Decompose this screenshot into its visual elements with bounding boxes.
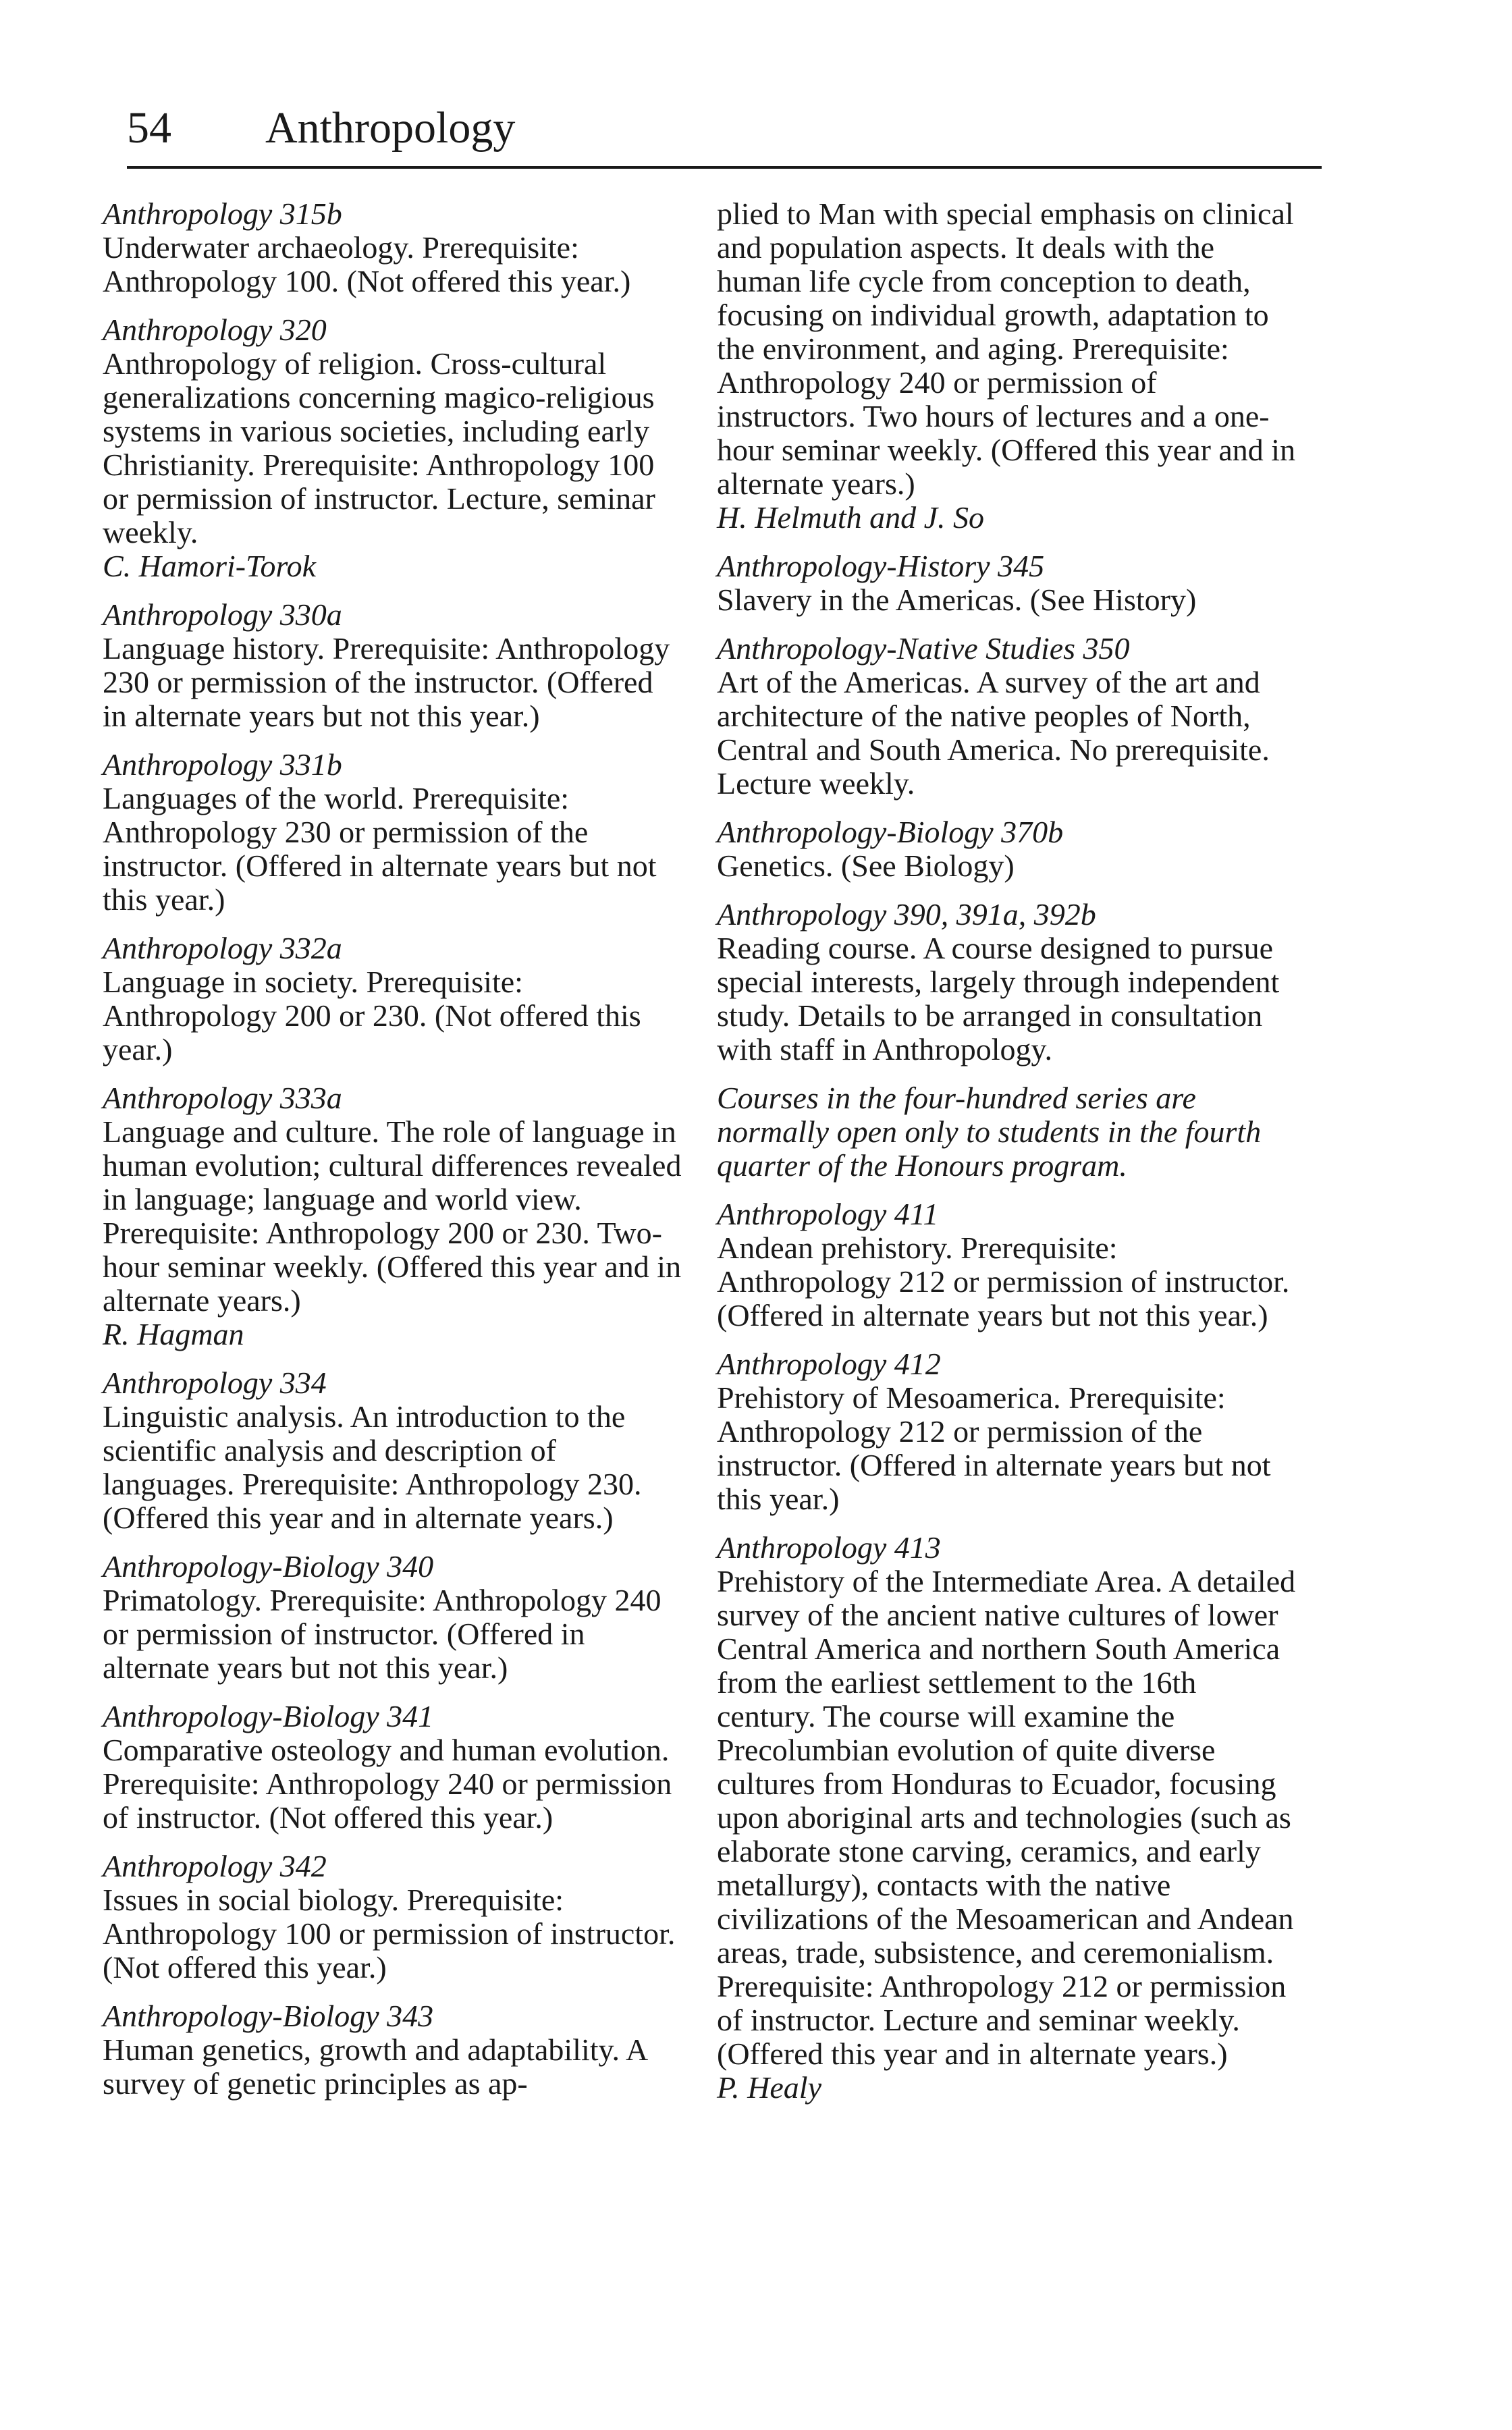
course-title: Anthropology 390, 391a, 392b — [717, 897, 1096, 932]
course-description: Human genetics, growth and adaptability. A survey of genetic principles as ap- — [103, 2032, 647, 2101]
course-entry — [103, 1550, 683, 1685]
course-description: plied to Man with special emphasis on clinical and population aspects. It deals with the human life cycle from conception to death, focusing on individual growth, adaptation to the environment, and aging. Prerequisite: Anthropology 240 or permission of instructors. Two hours of lectures and a one-hour seminar weekly. (Offered this year and in alternate years.) — [717, 196, 1296, 501]
left-column — [103, 197, 683, 2115]
course-entry — [717, 549, 1297, 617]
course-title: Anthropology 331b — [103, 747, 342, 782]
course-description: Andean prehistory. Prerequisite: Anthropology 212 or permission of instructor. (Offered in alternate years but not this year.) — [717, 1231, 1290, 1332]
course-title: Anthropology 330a — [103, 597, 342, 632]
page-title: Anthropology — [265, 103, 516, 153]
course-entry — [717, 1531, 1297, 2105]
course-description: Underwater archaeology. Prerequisite: Anthropology 100. (Not offered this year.) — [103, 230, 631, 298]
honours-note: Courses in the four-hundred series are normally open only to students in the fourth quarter of the Honours program. — [717, 1081, 1262, 1183]
course-entry — [103, 1700, 683, 1835]
course-entry — [717, 1347, 1297, 1516]
course-entry — [103, 932, 683, 1066]
course-description: Language and culture. The role of language in human evolution; cultural differences revealed in language; language and world view. Prerequisite: Anthropology 200 or 230. Two-hour seminar weekly. (Offered this year and in alternate years.) — [103, 1114, 682, 1318]
course-title: Anthropology 332a — [103, 931, 342, 965]
course-entry — [103, 1850, 683, 1985]
course-description: Languages of the world. Prerequisite: Anthropology 230 or permission of the instructor. (Offered in alternate years but not this year.) — [103, 781, 657, 917]
course-title: Anthropology 342 — [103, 1849, 327, 1883]
course-title: Anthropology 413 — [717, 1530, 941, 1565]
course-description: Reading course. A course designed to pursue special interests, largely through independent study. Details to be arranged in consultation with staff in Anthropology. — [717, 931, 1280, 1066]
course-description: Language in society. Prerequisite: Anthropology 200 or 230. (Not offered this year.) — [103, 965, 641, 1066]
header-rule — [127, 166, 1322, 169]
course-instructor: C. Hamori-Torok — [103, 549, 317, 583]
page-header — [127, 94, 1322, 176]
course-description: Slavery in the Americas. (See History) — [717, 583, 1197, 617]
course-continuation — [717, 197, 1297, 535]
course-entry — [717, 815, 1297, 883]
course-description: Prehistory of Mesoamerica. Prerequisite: Anthropology 212 or permission of the instructor. (Offered in alternate years but not this year.) — [717, 1380, 1271, 1516]
course-entry — [103, 197, 683, 298]
course-description: Prehistory of the Intermediate Area. A detailed survey of the ancient native cultures of lower Central America and northern South America from the earliest settlement to the 16th century. The course will examine the Precolumbian evolution of quite diverse cultures from Honduras to Ecuador, focusing upon aboriginal arts and technologies (such as elaborate stone carving, ceramics, and early metallurgy), contacts with the native civilizations of the Mesoamerican and Andean areas, trade, subsistence, and ceremonialism. Prerequisite: Anthropology 212 or permission of instructor. Lecture and seminar weekly. (Offered this year and in alternate years.) — [717, 1564, 1296, 2071]
course-entry — [103, 1366, 683, 1535]
course-description: Language history. Prerequisite: Anthropology 230 or permission of the instructor. (Offered in alternate years but not this year.) — [103, 631, 670, 733]
course-entry — [717, 1197, 1297, 1332]
course-description: Linguistic analysis. An introduction to the scientific analysis and description of languages. Prerequisite: Anthropology 230. (Offered this year and in alternate years.) — [103, 1399, 642, 1535]
course-description: Comparative osteology and human evolution. Prerequisite: Anthropology 240 or permission of instructor. (Not offered this year.) — [103, 1733, 672, 1835]
course-title: Anthropology 412 — [717, 1347, 941, 1381]
course-entry — [103, 1081, 683, 1351]
course-list-before-note — [717, 549, 1297, 1066]
course-title: Anthropology-Biology 343 — [103, 1999, 434, 2033]
course-entry — [717, 632, 1297, 801]
page-number: 54 — [127, 103, 171, 153]
course-title: Anthropology-Native Studies 350 — [717, 631, 1130, 666]
right-column — [717, 197, 1297, 2120]
course-title: Anthropology-Biology 340 — [103, 1549, 434, 1584]
course-instructor: P. Healy — [717, 2070, 822, 2105]
course-title: Anthropology-Biology 370b — [717, 815, 1064, 849]
course-description: Primatology. Prerequisite: Anthropology 240 or permission of instructor. (Offered in alternate years but not this year.) — [103, 1583, 662, 1685]
course-title: Anthropology-Biology 341 — [103, 1699, 434, 1733]
course-description: Art of the Americas. A survey of the art and architecture of the native peoples of North, Central and South America. No prerequisite. Lecture weekly. — [717, 665, 1270, 801]
course-title: Anthropology-History 345 — [717, 549, 1045, 583]
course-entry — [103, 598, 683, 733]
course-title: Anthropology 411 — [717, 1197, 939, 1231]
course-instructor: H. Helmuth and J. So — [717, 500, 985, 535]
course-title: Anthropology 320 — [103, 313, 327, 347]
course-title: Anthropology 315b — [103, 196, 342, 231]
course-entry — [103, 313, 683, 583]
course-description: Anthropology of religion. Cross-cultural generalizations concerning magico-religious systems in various societies, including early Christianity. Prerequisite: Anthropology 100 or permission of instructor. Lecture, seminar weekly. — [103, 346, 655, 549]
course-title: Anthropology 334 — [103, 1366, 327, 1400]
course-instructor: R. Hagman — [103, 1317, 244, 1351]
course-list-after-note — [717, 1197, 1297, 2105]
course-description: Issues in social biology. Prerequisite: Anthropology 100 or permission of instructor. (Not offered this year.) — [103, 1883, 676, 1985]
course-entry — [103, 1999, 683, 2101]
course-entry — [103, 748, 683, 917]
course-entry — [717, 898, 1297, 1066]
course-description: Genetics. (See Biology) — [717, 848, 1015, 883]
course-title: Anthropology 333a — [103, 1081, 342, 1115]
